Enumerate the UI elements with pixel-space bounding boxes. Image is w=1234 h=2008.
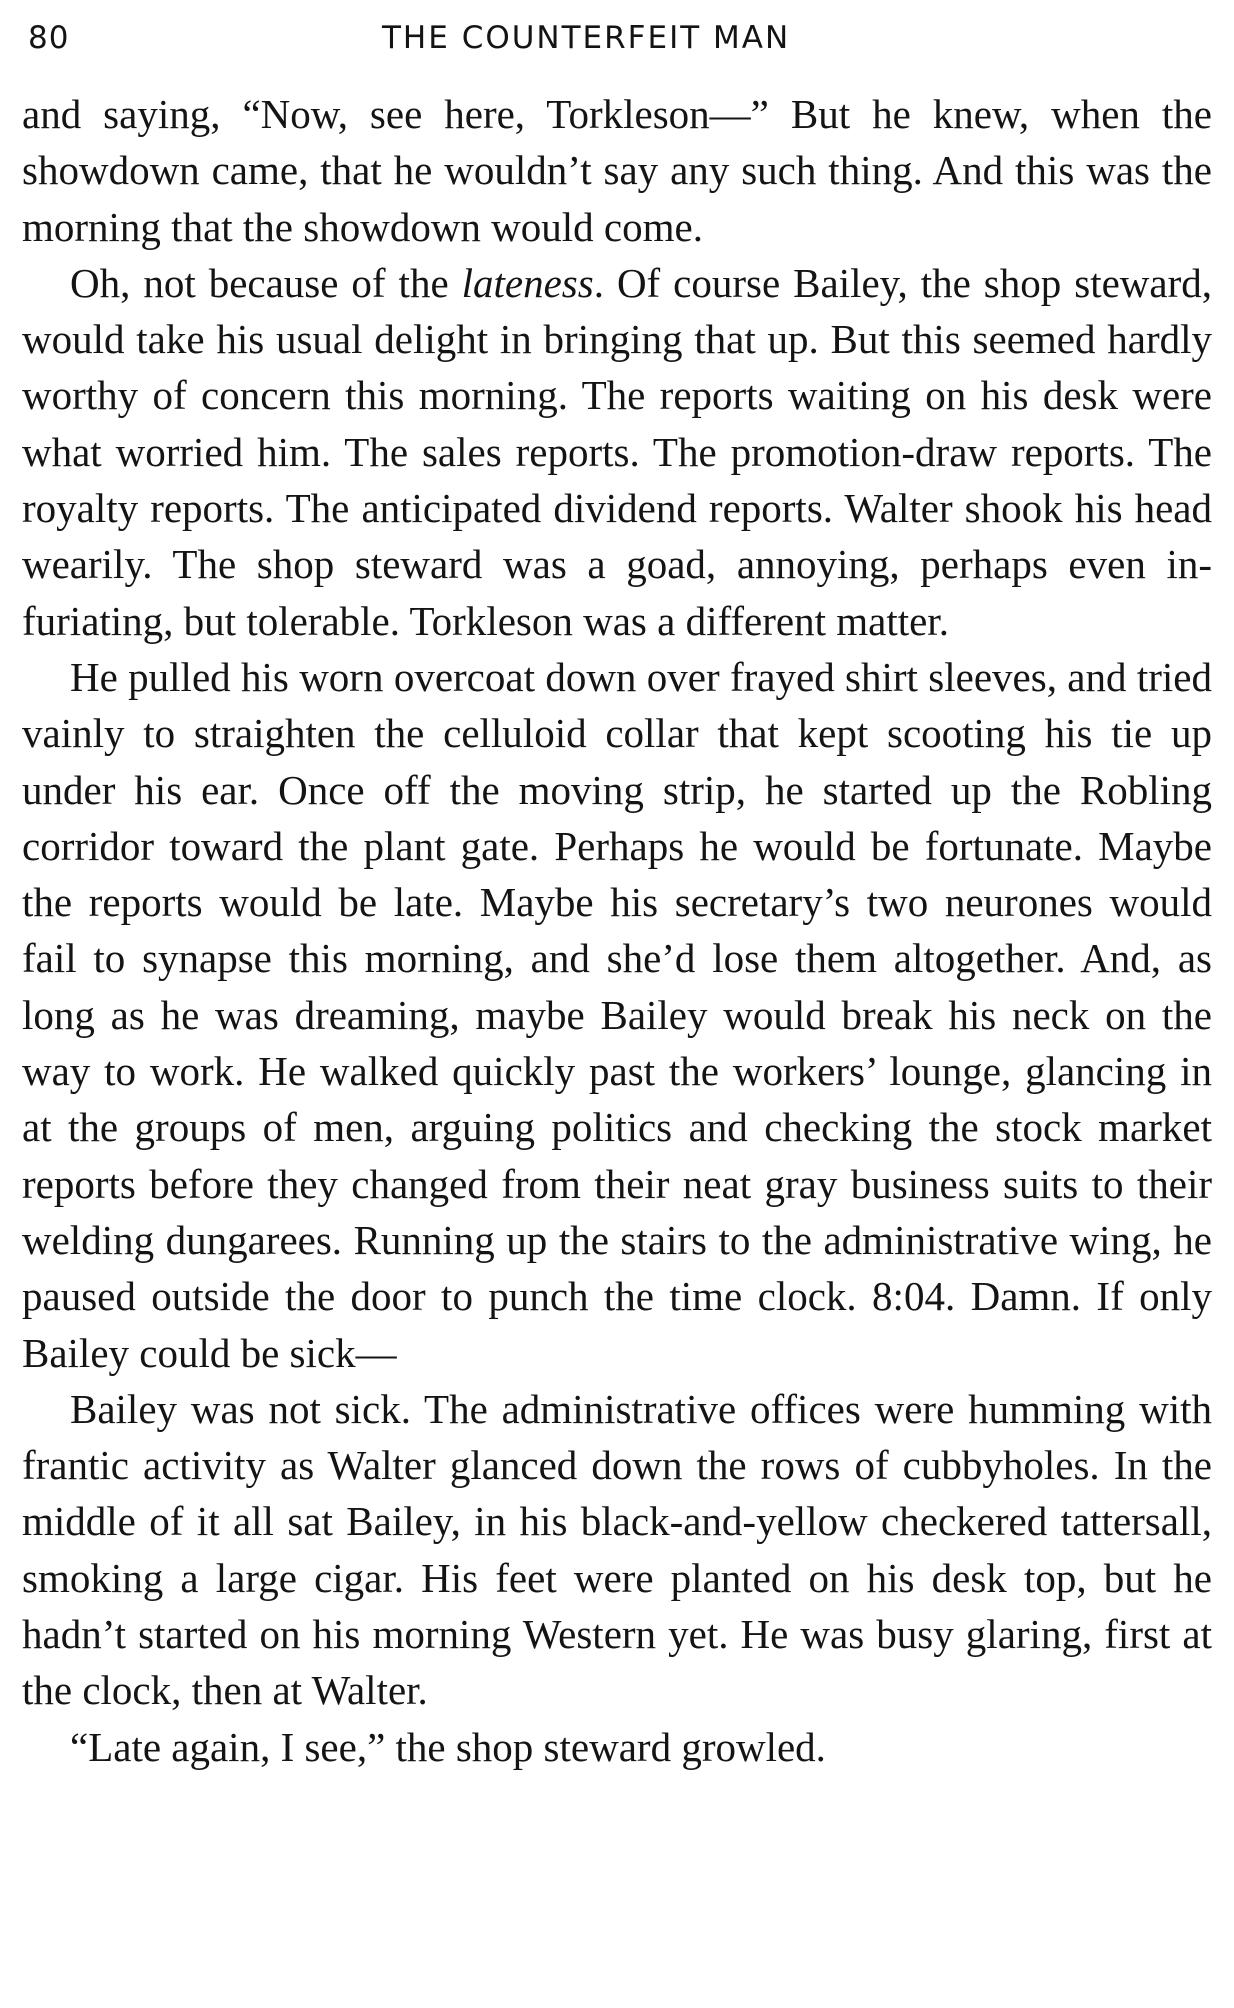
paragraph-2-start: Oh, not because of the: [70, 259, 462, 306]
emphasis-lateness: lateness: [461, 259, 594, 306]
paragraph-5: “Late again, I see,” the shop steward growled.: [70, 1723, 826, 1770]
page-header: [22, 14, 1212, 64]
paragraph-3: He pulled his worn overcoat down over frayed shirt sleeves, and tried vainly to straighten the celluloid collar that kept scooting his tie up under his ear. Once off the moving strip, he started up the Robling corridor toward the plant gate. Perhaps he would be fortunate. Maybe the reports would be late. Maybe his secretary’s two neurones would fail to synapse this morning, and she’d lose them altogether. And, as long as he was dreaming, maybe Bailey would break his neck on the way to work. He walked quickly past the workers’ lounge, glancing in at the groups of men, arguing politics and checking the stock market reports before they changed from their neat gray business suits to their welding dungarees. Running up the stairs to the administrative wing, he paused outside the door to punch the time clock. 8:04. Damn. If only Bailey could be sick—: [22, 653, 1212, 1376]
paragraph-2: [22, 255, 1212, 649]
paragraph-1: and saying, “Now, see here, Torkleson—” But he knew, when the showdown came, that he wouldn’t say any such thing. And this was the morning that the showdown would come.: [22, 91, 1212, 250]
paragraph-4: Bailey was not sick. The administrative offices were humming with frantic activity as Walter glanced down the rows of cubbyholes. In the middle of it all sat Bailey, in his black-and-yellow checkered tattersall, smoking a large cigar. His feet were planted on his desk top, but he hadn’t started on his morning Western yet. He was busy glaring, first at the clock, then at Walter.: [22, 1385, 1212, 1714]
running-title: THE COUNTERFEIT MAN: [382, 20, 791, 56]
body-text: [22, 86, 1212, 1775]
paragraph-2-rest: . Of course Bailey, the shop steward, would take his usual delight in bringing that up. But this seemed hardly worthy of concern this morning. The reports waiting on his desk were what worried him. The sales reports. The promotion-draw reports. The royalty reports. The anticipated dividend reports. Walter shook his head wearily. The shop steward was a goad, annoying, perhaps even infuriating, but tolerable. Torkleson was a different matter.: [22, 259, 1212, 644]
page-number: 80: [28, 20, 70, 56]
